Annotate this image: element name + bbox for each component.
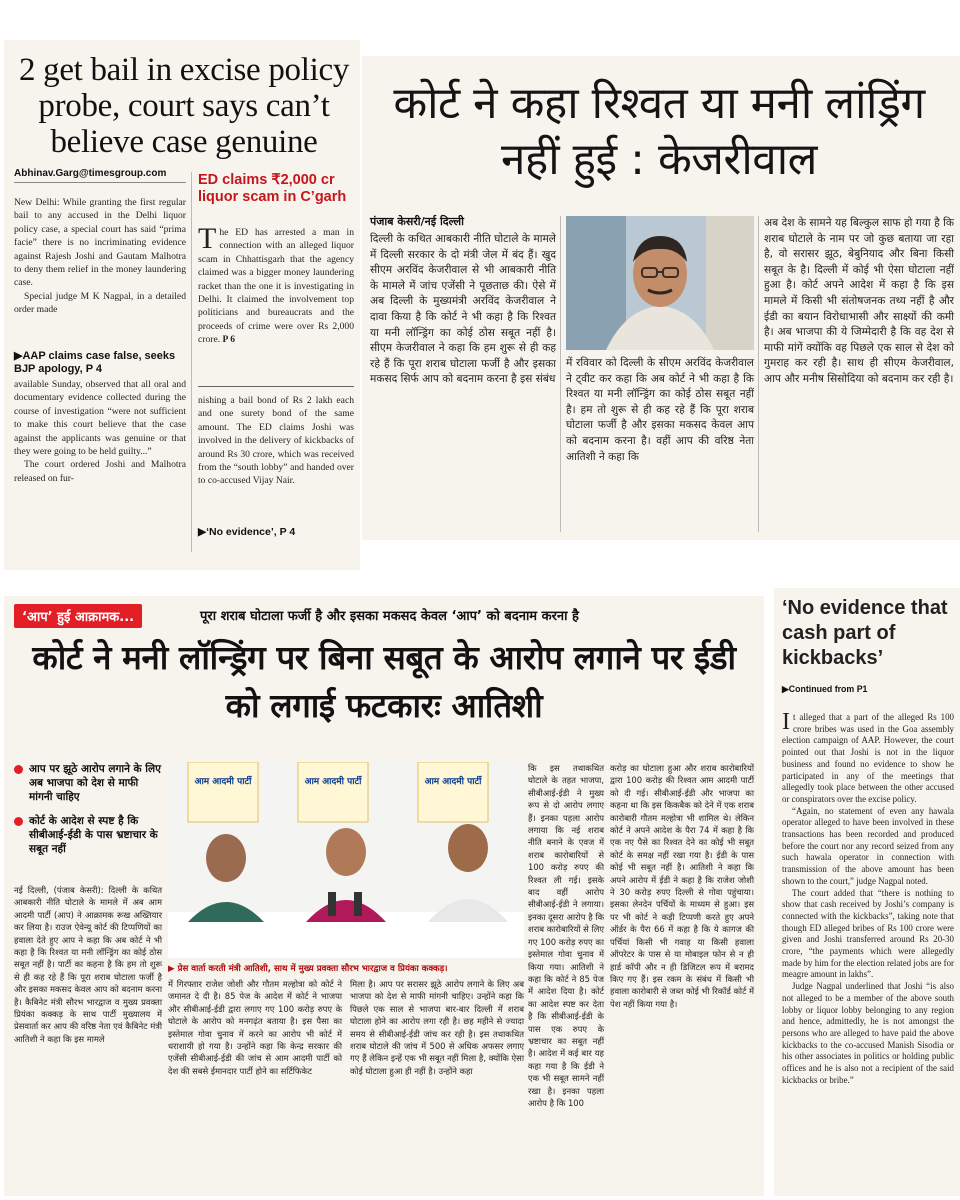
clip2-column-rule-2 — [758, 216, 759, 532]
clip1-continued-label: ▶‘No evidence’, P 4 — [198, 526, 296, 538]
clip3-photo-caption: ▶ प्रेस वार्ता करती मंत्री आतिशी, साथ में मुख्य प्रवक्ता सौरभ भारद्वाज व प्रियंका कक्कड़। — [168, 964, 448, 974]
clip3-bullet-2 — [14, 814, 162, 856]
clip1-box-story — [198, 222, 354, 347]
clip2-column-rule-1 — [560, 216, 561, 532]
clip4-para-2: “Again, no statement of even any hawala operator alleged to have been involved in these transactions has been recorded and produced before the court nor any record seized from any such hawala operator in connection with transmission of the above amount has been shown to the court,” judge Nagpal noted. — [782, 805, 954, 886]
clip3-bullet-2-text: कोर्ट के आदेश से स्पष्ट है कि सीबीआई-ईडी के पास भ्रष्टाचार के सबूत नहीं — [29, 815, 158, 855]
clip4-para-4: Judge Nagpal underlined that Joshi “is also not alleged to be a member of the above south lobby or liquor lobby belonging to any region and hence, admittedly, he is not amongst the persons who are alleged to have paid the above kickbacks to the co-accused Manish Sisodia or his other associates in politics or holding public offices and he is also not a recipient of the said kickbacks or bribe.” — [782, 981, 954, 1085]
clip1-para-1: New Delhi: While granting the first regular bail to any accused in the Delhi liquor policy case, a special court has said “prima facie” there is no incriminating evidence against Rajesh Joshi and Gautam Malhotra to deny them relief in the money laundering case. — [14, 197, 186, 289]
clip2-column-3: अब देश के सामने यह बिल्कुल साफ हो गया है कि शराब घोटाले के नाम पर जो कुछ बताया जा रहा है, वो सरासर झूठ, बेबुनियाद और बिना किसी सबूत के है। दिल्ली में कोई भी ऐसा घोटाला नहीं हुआ है। कोर्ट अपने आदेश में कहा है कि इस मामले में किसी भी संतोषजनक तथ्य नहीं है और ईडी का बयान विरोधाभासी और साक्ष्यों की कमी है। अब भाजपा की ये जिम्मेदारी है कि वह देश से माफी मांगें क्योंकि वह पिछले एक साल से देश को गुमराह कर रही है। साथ ही सीएम केजरीवाल, आप और मनीष सिसोदिया को बदनाम कर रही है। — [764, 217, 954, 385]
photo-banner-text-3: आम आदमी पार्टी — [424, 777, 482, 787]
clip3-column-5: करोड़ का घोटाला हुआ और शराब कारोबारियों द्वारा 100 करोड़ की रिश्वत आम आदमी पार्टी को दी गई। सीबीआई-ईडी और भाजपा का कहना था कि इस किकबैक को देने में एक शराब कारोबारी गौतम मल्होत्रा भी शामिल थे। लेकिन कोर्ट ने अपने आदेश के पैरा 74 में कहा है कि एक नए पैसे का रिश्वत देने का कोई भी सबूत कोर्ट के समक्ष नहीं रखा गया है। ईडी के पास कोई भी सबूत नहीं है। आतिशी ने कहा कि अपने आरोप में ईडी ने कहा है कि राजेश जोशी ने 30 करोड़ रुपए दिल्ली से गोवा पहुंचाया। इसका लेनदेन पर्चियों के माध्यम से हुआ। इस पर भी कोर्ट ने कड़ी टिप्पणी करते हुए अपने ऑर्डर के पैरा 66 में कहा है कि ये कागज की पर्चियां किसी भी गवाह या किसी हवाला ऑपरेटर के पास से या मोबाइल फोन से न ही हार्ड कॉपी और न ही डिजिटल रूप में बरामद किए गए हैं। इस रकम के संबंध में किसी भी हवाला कारोबारी से जब्त कोई भी रिकॉर्ड कोर्ट में पेश नहीं किया गया है। — [610, 763, 754, 1009]
press-conference-photo — [168, 762, 524, 958]
clip4-para-1-text: t alleged that a part of the alleged Rs 100 crore bribes was used in the Goa assembly election campaign of AAP. However, the court pointed out that Joshi is not in the liquor business and found no evidence to show he participated in any of the meetings that allegedly took place between the other accused or conspirators over the excise policy. — [782, 712, 954, 804]
clip4-headline: ‘No evidence that cash part of kickbacks’ — [782, 597, 948, 669]
clip3-column-2: में गिरफ्तार राजेश जोशी और गौतम मल्होत्रा को कोर्ट ने जमानत दे दी है। 85 पेज के आदेश में कोर्ट ने भाजपा और सीबीआई-ईडी द्वारा लगाए गए 100 करोड़ रुपए के घोटाले के आरोप को मनगढ़ंत बताया है। इस पैसा का इस्तेमाल गोवा चुनाव में करने का आरोप भी कोर्ट में धराशायी हो गया है। उन्होंने कहा कि केन्द्र सरकार की एजेंसी सीबीआई-ईडी की जांच से आम आदमी पार्टी को देश की सबसे ईमानदार पार्टी होने का सर्टिफिकेट — [168, 979, 342, 1076]
clip4-para-1 — [782, 709, 954, 806]
photo-banner-text-1: आम आदमी पार्टी — [194, 777, 252, 787]
clip4-continued-label: ▶Continued from P1 — [782, 684, 868, 694]
clip3-tag: ‘आप’ हुई आक्रामक... — [14, 604, 142, 628]
clip1-byline-rule — [14, 182, 186, 183]
bullet-dot-icon — [14, 817, 23, 826]
clip1-column-1 — [14, 196, 186, 317]
clip3-column-3: मिला है। आप पर सरासर झूठे आरोप लगाने के लिए अब भाजपा को देश से माफी मांगनी चाहिए। उन्होंने कहा कि पिछले एक साल से भाजपा बार-बार दिल्ली में शराब घोटाला होने का आरोप लगा रही है। छह महीने से ज्यादा समय से सीबीआई-ईडी जांच कर रही है। इस तथाकथित शराब घोटाले की जांच में 500 से अधिक अफसर लगाए गए हैं लेकिन इन्हें एक भी सबूत नहीं मिला है, क्योंकि ऐसा कोई घोटाला हुआ ही नहीं है। उन्होंने कहा — [350, 979, 524, 1076]
clip1-column-rule — [191, 172, 192, 552]
clip1-box-text: he ED has arrested a man in connection with an alleged liquor scam in Chhattisgarh that the agency claimed was a bigger money laundering racket than the one it is investigating in Delhi. It claimed the involvement top politicians and bureaucrats and the proceeds of crime were over Rs 2,000 crore. — [198, 227, 354, 346]
clip1-headline: 2 get bail in excise policy probe, court says can’t believe case genuine — [18, 52, 350, 160]
clip1-para-4: The court ordered Joshi and Malhotra released on fur- — [14, 459, 186, 484]
clip2-column-1: दिल्ली के कथित आबकारी नीति घोटाले के मामले में दिल्ली सरकार के दो मंत्री जेल में बंद हैं। खुद सीएम अरविंद केजरीवाल से भी आबकारी नीति के मामले में जांच एजेंसी ने पूछताछ की। ऐसे में अब दिल्ली के मुख्यमंत्री अरविंद केजरीवाल ने दावा किया है कि कोर्ट ने भी कहा है कि रिश्वत या मनी लॉन्ड्रिंग का कोई ठोस सबूत नहीं है। सीएम केजरीवाल ने कहा कि हम शुरू से ही कह रहे हैं कि पूरा शराब घोटाला फर्जी है और इसका मकसद सिर्फ आप को बदनाम करना है इस संबंध — [370, 233, 556, 386]
clip3-bullet-1-text: आप पर झूठे आरोप लगाने के लिए अब भाजपा को देश से माफी मांगनी चाहिए — [29, 763, 161, 803]
clip1-column-1-cont — [14, 378, 186, 485]
clip4-body — [782, 709, 954, 1087]
clip1-para-2: Special judge M K Nagpal, in a detailed order made — [14, 290, 186, 316]
clip1-box-dropcap: T — [198, 222, 217, 255]
clip1-byline: Abhinav.Garg@timesgroup.com — [14, 168, 167, 179]
clip1-box-ref: P 6 — [222, 334, 236, 346]
clip2-byline: पंजाब केसरी/नई दिल्ली — [370, 215, 464, 228]
clip3-kicker: पूरा शराब घोटाला फर्जी है और इसका मकसद केवल ‘आप’ को बदनाम करना है — [200, 609, 579, 624]
clip3-headline: कोर्ट ने मनी लॉन्ड्रिंग पर बिना सबूत के आरोप लगाने पर ईडी को लगाई फटकारः आतिशी — [32, 638, 736, 725]
photo-banner-text-2: आम आदमी पार्टी — [304, 777, 362, 787]
clip3-bullets — [14, 762, 162, 866]
kejriwal-photo — [566, 216, 754, 350]
clip2-column-2: में रविवार को दिल्ली के सीएम अरविंद केजरीवाल ने ट्वीट कर कहा कि अब कोर्ट ने भी कहा है कि रिश्वत या मनी लॉन्ड्रिंग का कोई ठोस सबूत नहीं है। हम तो शुरू से ही कह रहे हैं कि पूरा शराब घोटाला फर्जी है और इसका मकसद केवल आप को बदनाम करना है। वहीं आप की वरिष्ठ नेता आतिशी ने कहा कि — [566, 357, 754, 463]
clip2-headline: कोर्ट ने कहा रिश्वत या मनी लांड्रिंग नहीं हुई : केजरीवाल — [393, 78, 925, 185]
bullet-dot-icon — [14, 765, 23, 774]
clip1-column-2: nishing a bail bond of Rs 2 lakh each and one surety bond of the same amount. The ED claims Joshi was involved in the delivery of kickbacks of around Rs 30 crore, which was received from the “south lobby” and handed over to co-accused Vijay Nair. — [198, 395, 354, 487]
clip4-para-3: The court added that “there is nothing to show that cash received by Joshi’s company is connected with the kickbacks”, taking note that though ED alleged bribes of Rs 100 crore were given and Joshi transferred around Rs 20-30 crore, “the payments which were allegedly made by him for the election related jobs are for meagre amount in lakhs”. — [782, 887, 954, 980]
clip3-column-1: नई दिल्ली, (पंजाब केसरी): दिल्ली के कथित आबकारी नीति घोटाले के मामले में अब आम आदमी पार्टी (आप) ने आक्रामक रूख अख्तियार कर लिया है। राउज ऐवेन्यू कोर्ट की टिप्पणियों का हवाला देते हुए आप ने कहा कि अब कोर्ट ने भी कहा है कि रिश्वत या मनी लॉन्ड्रिंग का कोई ठोस सबूत नहीं है। पार्टी का कहना है कि हम तो शुरू से ही कह रहे हैं कि पूरा शराब घोटाला फर्जी है और इसका मकसद केवल आप को बदनाम करना है। कैबिनेट मंत्री सौरभ भारद्वाज व मुख्य प्रवक्ता प्रियंका कक्कड़ के साथ पार्टी मुख्यालय में प्रेसवार्ता कर आप की वरिष्ठ नेता एवं कैबिनेट मंत्री आतिशी ने कहा कि इस मामले — [14, 885, 162, 1044]
clip3-bullet-1 — [14, 762, 162, 804]
clip1-para-3: available Sunday, observed that all oral and documentary evidence collected during the course of investigation “were not sufficient to make this court believe that the case against the applicants was genuine or that they were going to be held guilty...” — [14, 379, 186, 458]
clip1-subhead: ▶AAP claims case false, seeks BJP apology, P 4 — [14, 350, 176, 375]
kejriwal-portrait-illustration — [566, 216, 754, 350]
clip1-box-headline: ED claims ₹2,000 cr liquor scam in C’garh — [198, 172, 347, 205]
clip1-box-rule — [198, 386, 354, 387]
clip3-column-4: कि इस तथाकथित घोटाले के तहत भाजपा, सीबीआई-ईडी ने मुख्य रूप से दो आरोप लगाए हैं। इनका पहला आरोप लगाया कि नई शराब नीति बनाने के एवज में शराब कारोबारियों से 100 करोड़ रुपए की रिश्वत ली गई। इसके बाद वहीं आरोप सीबीआई-ईडी ने लगाया। इनका दूसरा आरोप है कि शराब कारोबारियों से लिए गए 100 करोड़ रुपए का इस्तेमाल गोवा चुनाव में किया गया। आतिशी ने कहा कि कोर्ट ने 85 पेज में आदेश दिया है। कोर्ट का आदेश स्पष्ट कर देता है कि सीबीआई-ईडी के पास एक रुपए के भ्रष्टाचार का सबूत नहीं है। आदेश में कई बार यह कहा गया है कि ईडी ने एक भी सबूत सामने नहीं रखा है। इनका पहला आरोप है कि 100 — [528, 763, 604, 1108]
press-conference-illustration — [168, 762, 524, 958]
clip4-dropcap: I — [782, 709, 790, 735]
